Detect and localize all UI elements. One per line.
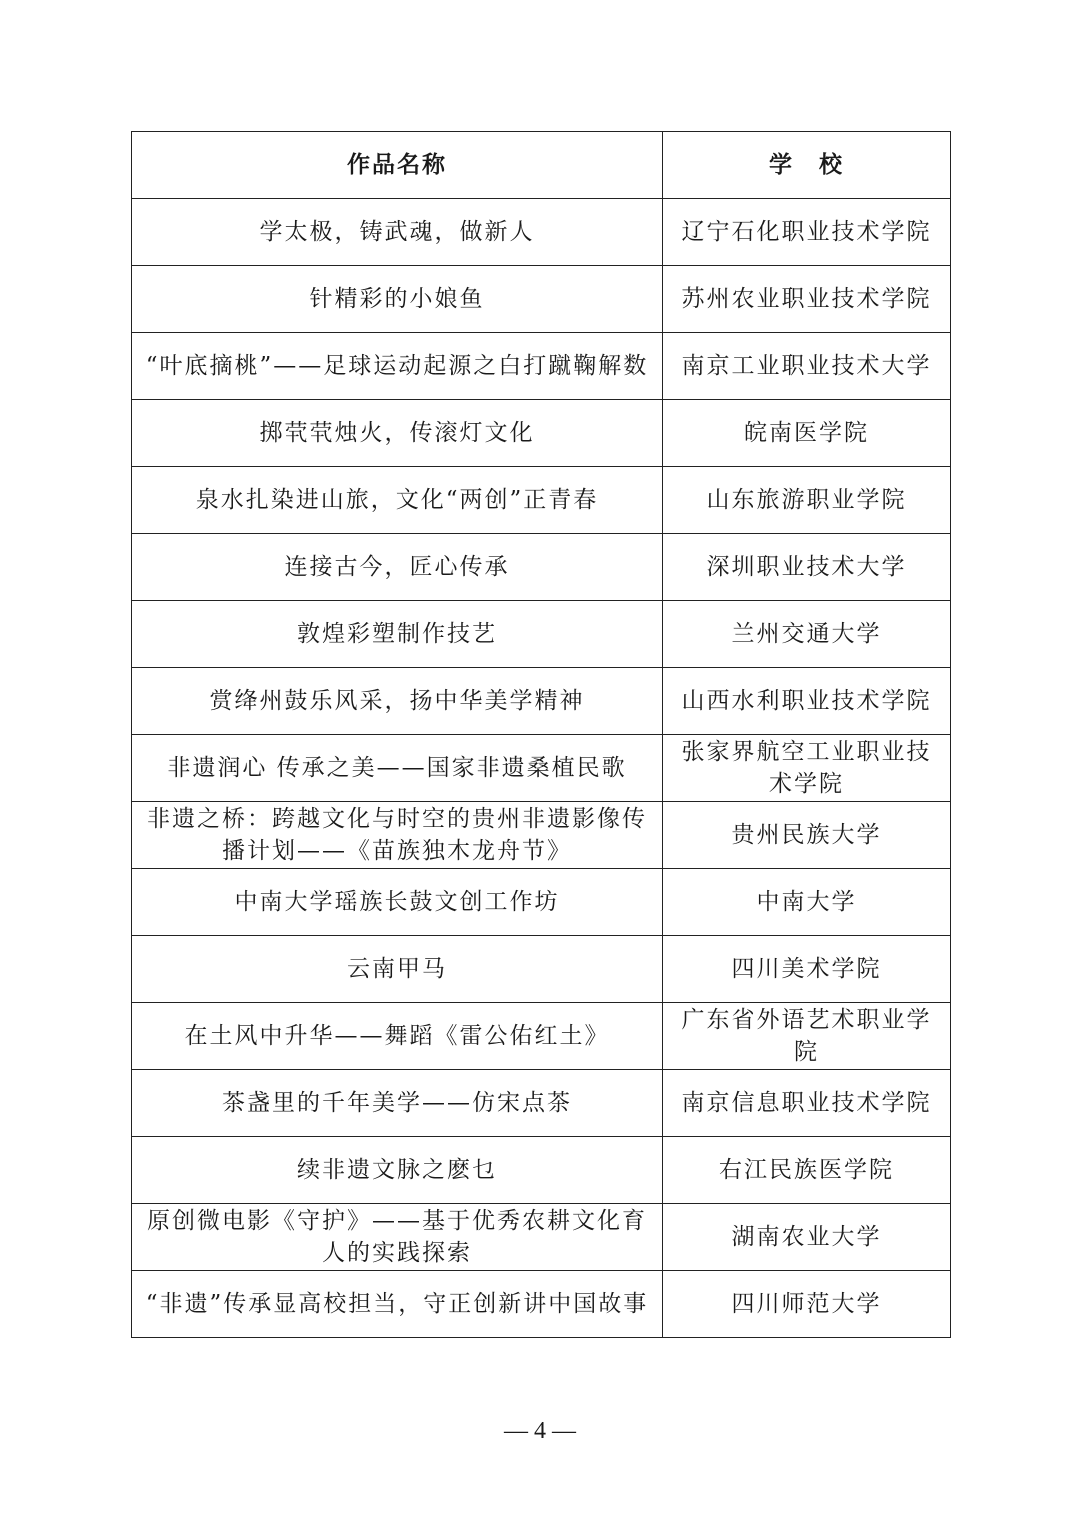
work-title-cell: 非遗润心 传承之美——国家非遗桑植民歌 xyxy=(132,735,663,802)
work-title-cell: 学太极，铸武魂，做新人 xyxy=(132,199,663,266)
work-title-cell: 掷茕茕烛火，传滚灯文化 xyxy=(132,400,663,467)
school-cell: 山西水利职业技术学院 xyxy=(663,668,951,735)
school-cell: 辽宁石化职业技术学院 xyxy=(663,199,951,266)
table-row xyxy=(132,1271,951,1338)
work-title-cell: 敦煌彩塑制作技艺 xyxy=(132,601,663,668)
work-title-cell: 连接古今，匠心传承 xyxy=(132,534,663,601)
work-title-cell: 在土风中升华——舞蹈《雷公佑红土》 xyxy=(132,1003,663,1070)
page-number: — 4 — xyxy=(504,1418,576,1444)
work-title-cell: 针精彩的小娘鱼 xyxy=(132,266,663,333)
work-title-cell: 原创微电影《守护》——基于优秀农耕文化育人的实践探索 xyxy=(132,1204,663,1271)
table-row xyxy=(132,869,951,936)
school-cell: 湖南农业大学 xyxy=(663,1204,951,1271)
header-work-title: 作品名称 xyxy=(132,132,663,199)
table-row xyxy=(132,802,951,869)
work-title-cell: 云南甲马 xyxy=(132,936,663,1003)
school-cell: 皖南医学院 xyxy=(663,400,951,467)
table-row xyxy=(132,199,951,266)
table-row xyxy=(132,1137,951,1204)
school-cell: 南京信息职业技术学院 xyxy=(663,1070,951,1137)
work-title-cell: 茶盏里的千年美学——仿宋点茶 xyxy=(132,1070,663,1137)
table-row xyxy=(132,936,951,1003)
table-row xyxy=(132,467,951,534)
school-cell: 四川师范大学 xyxy=(663,1271,951,1338)
work-title-cell: 泉水扎染进山旅，文化“两创”正青春 xyxy=(132,467,663,534)
table-row xyxy=(132,668,951,735)
school-cell: 贵州民族大学 xyxy=(663,802,951,869)
school-cell: 苏州农业职业技术学院 xyxy=(663,266,951,333)
work-title-cell: “叶底摘桃”——足球运动起源之白打蹴鞠解数 xyxy=(132,333,663,400)
school-cell: 右江民族医学院 xyxy=(663,1137,951,1204)
table-row xyxy=(132,735,951,802)
school-cell: 广东省外语艺术职业学院 xyxy=(663,1003,951,1070)
school-cell: 四川美术学院 xyxy=(663,936,951,1003)
table-row xyxy=(132,400,951,467)
table-row xyxy=(132,1070,951,1137)
table-row xyxy=(132,601,951,668)
school-cell: 兰州交通大学 xyxy=(663,601,951,668)
work-title-cell: 非遗之桥：跨越文化与时空的贵州非遗影像传播计划——《苗族独木龙舟节》 xyxy=(132,802,663,869)
work-title-cell: 赏绛州鼓乐风采，扬中华美学精神 xyxy=(132,668,663,735)
school-cell: 张家界航空工业职业技术学院 xyxy=(663,735,951,802)
table-row xyxy=(132,1204,951,1271)
work-title-cell: “非遗”传承显高校担当，守正创新讲中国故事 xyxy=(132,1271,663,1338)
work-title-cell: 续非遗文脉之麽乜 xyxy=(132,1137,663,1204)
header-school: 学 校 xyxy=(663,132,951,199)
school-cell: 中南大学 xyxy=(663,869,951,936)
table-body xyxy=(132,199,951,1338)
table-header-row xyxy=(132,132,951,199)
table-row xyxy=(132,333,951,400)
works-table xyxy=(131,131,951,1338)
school-cell: 山东旅游职业学院 xyxy=(663,467,951,534)
table-row xyxy=(132,266,951,333)
table-row xyxy=(132,534,951,601)
table-row xyxy=(132,1003,951,1070)
school-cell: 深圳职业技术大学 xyxy=(663,534,951,601)
work-title-cell: 中南大学瑶族长鼓文创工作坊 xyxy=(132,869,663,936)
school-cell: 南京工业职业技术大学 xyxy=(663,333,951,400)
